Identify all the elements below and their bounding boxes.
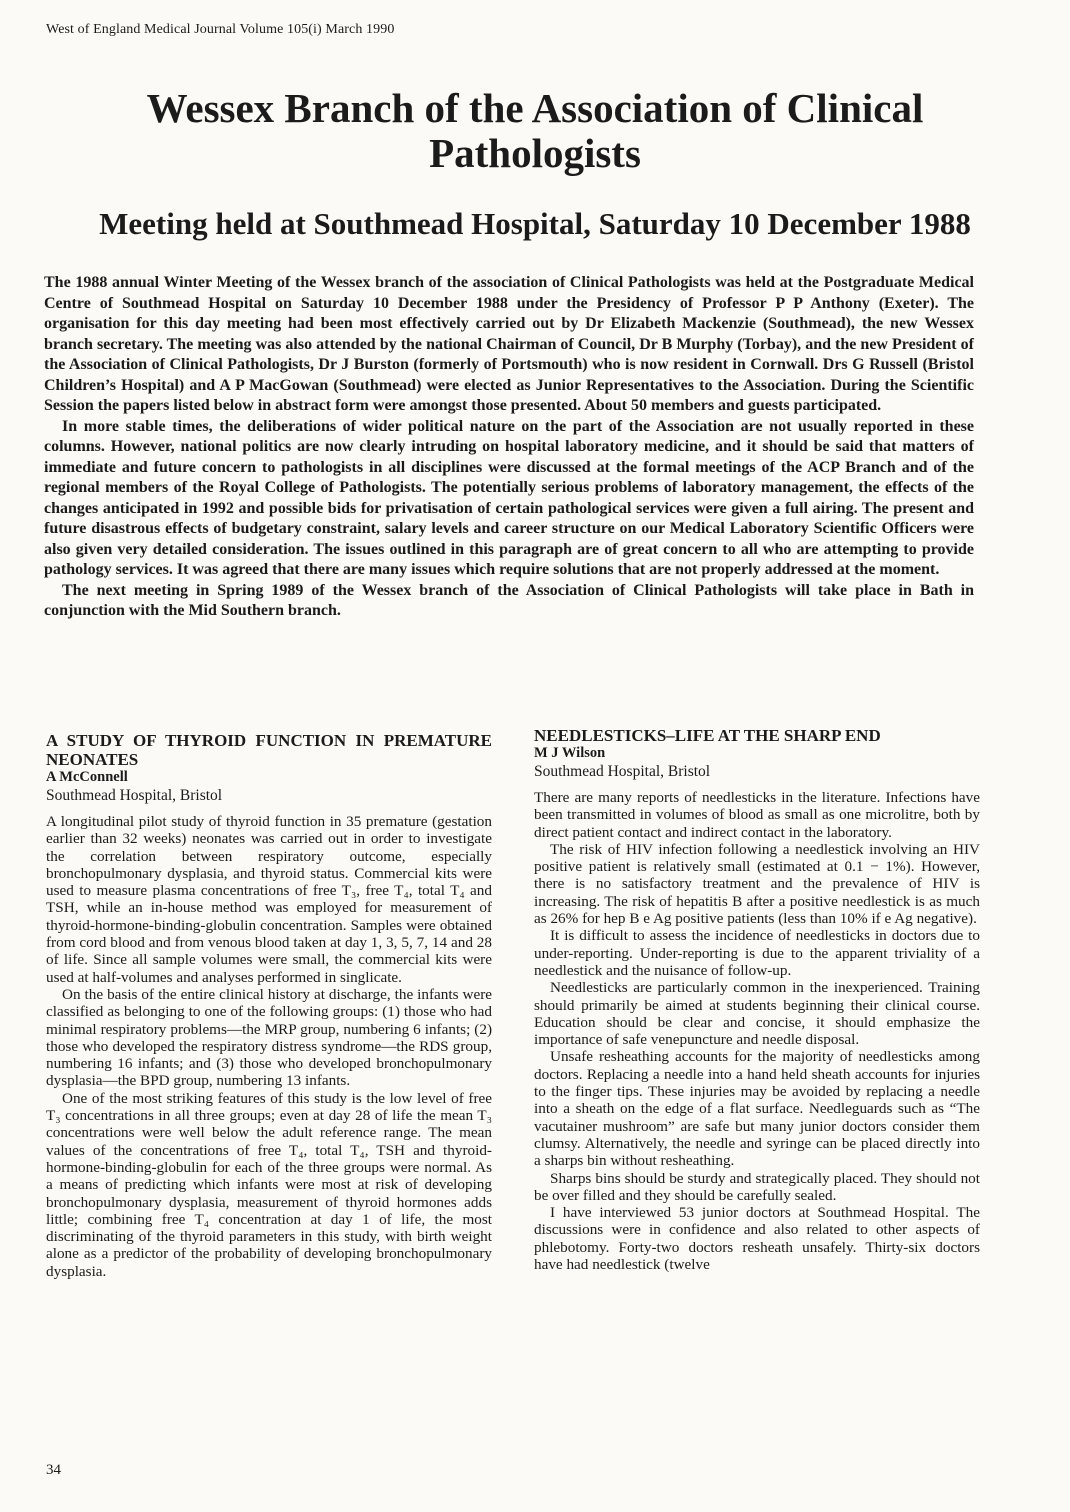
article-paragraph: I have interviewed 53 junior doctors at Southmead Hospital. The discussions were in confidence and also related to other aspects of phlebotomy. Forty-two doctors resheath unsafely. Thirty-six doctors have had needlestick (twelve <box>534 1204 980 1274</box>
article-needlesticks <box>534 726 980 1273</box>
intro-section <box>44 273 974 622</box>
article-author: M J Wilson <box>534 745 606 761</box>
page-subtitle: Meeting held at Southmead Hospital, Saturday 10 December 1988 <box>99 206 971 241</box>
running-head: West of England Medical Journal Volume 105(i) March 1990 <box>46 22 395 37</box>
article-author: A McConnell <box>46 769 128 785</box>
article-affiliation: Southmead Hospital, Bristol <box>534 763 711 780</box>
article-paragraph: The risk of HIV infection following a needlestick involving an HIV positive patient is relatively small (estimated at 0.1 − 1%). However, there is no satisfactory treatment and the prevalence of HIV is increasing. The risk of hepatitis B after a positive needlestick is as much as 26% for hep B e Ag positive patients (less than 10% if e Ag negative). <box>534 840 980 928</box>
article-thyroid <box>46 731 492 1280</box>
article-paragraph: A longitudinal pilot study of thyroid function in 35 premature (gestation earlier than 32 weeks) neonates was carried out in order to investigate the correlation between respiratory outcome, especially bronchopulmonary dysplasia, and thyroid status. Commercial kits were used to measure plasma concentrations of free T₃, free T₄, total T₄ and TSH, while an in-house method was employed for measurement of thyroid-hormone-binding-globulin concentration. Samples were obtained from cord blood and from venous blood taken at day 1, 3, 5, 7, 14 and 28 of life. Since all sample volumes were small, the commercial kits were used at half-volumes and analyses performed in singlicate. <box>46 813 492 986</box>
article-paragraph: Unsafe resheathing accounts for the majority of needlesticks among doctors. Replacing a needle into a hand held sheath accounts for injuries to the finger tips. These injuries may be avoided by replacing a needle into a sheath on the edge of a flat surface. Needleguards such as “The vacutainer mushroom” are safe but many junior doctors consider them clumsy. Alternatively, the needle and syringe can be placed directly into a sharps bin without resheathing. <box>534 1048 980 1170</box>
article-paragraph: On the basis of the entire clinical history at discharge, the infants were classified as belonging to one of the following groups: (1) those who had minimal respiratory problems—the MRP group, numbering 6 infants; (2) those who developed the respiratory distress syndrome—the RDS group, numbering 16 infants; and (3) those who developed bronchopulmonary dysplasia—the BPD group, numbering 13 infants. <box>46 985 492 1090</box>
article-heading: A STUDY OF THYROID FUNCTION IN PREMATURE NEONATES <box>46 731 492 769</box>
article-paragraph: It is difficult to assess the incidence of needlesticks in doctors due to under-reporting. Under-reporting is due to the apparent triviality of a needlestick and the nuisance of follow-up. <box>534 927 980 979</box>
article-heading: NEEDLESTICKS–LIFE AT THE SHARP END <box>534 726 881 745</box>
article-affiliation: Southmead Hospital, Bristol <box>46 787 223 804</box>
page-number: 34 <box>46 1462 61 1478</box>
article-paragraph: Needlesticks are particularly common in the inexperienced. Training should primarily be aimed at students beginning their clinical course. Education should be clear and concise, it should emphasize the importance of safe venepuncture and needle disposal. <box>534 979 980 1049</box>
intro-paragraph: The 1988 annual Winter Meeting of the Wessex branch of the association of Clinical Pathologists was held at the Postgraduate Medical Centre of Southmead Hospital on Saturday 10 December 1988 under the Presidency of Professor P P Anthony (Exeter). The organisation for this day meeting had been most effectively carried out by Dr Elizabeth Mackenzie (Southmead), the new Wessex branch secretary. The meeting was also attended by the national Chairman of Council, Dr B Murphy (Torbay), and the new President of the Association of Clinical Pathologists, Dr J Burston (formerly of Portsmouth) who is now resident in Cornwall. Drs G Russell (Bristol Children’s Hospital) and A P MacGowan (Southmead) were elected as Junior Representatives to the Association. During the Scientific Session the papers listed below in abstract form were amongst those presented. About 50 members and guests participated. <box>44 274 974 414</box>
article-paragraph: One of the most striking features of this study is the low level of free T₃ concentrations in all three groups; even at day 28 of life the mean T₃ concentrations were well below the adult reference range. The mean values of the concentrations of free T₄, total T₄, TSH and thyroid-hormone-binding-globulin for each of the three groups were normal. As a means of predicting which infants were most at risk of developing bronchopulmonary dysplasia, measurement of thyroid hormones adds little; combining free T₄ concentration at day 1 of life, the most discriminating of the thyroid parameters in this study, with birth weight alone as a predictor of the probability of developing bronchopulmonary dysplasia. <box>46 1089 492 1280</box>
intro-paragraph: In more stable times, the deliberations of wider political nature on the part of the Association are not usually reported in these columns. However, national politics are now clearly intruding on hospital laboratory medicine, and it should be said that matters of immediate and future concern to pathologists in all disciplines were discussed at the formal meetings of the ACP Branch and of the regional members of the Royal College of Pathologists. The potentially serious problems of laboratory management, the effects of the changes anticipated in 1992 and possible bids for privatisation of certain pathological services were given a full airing. The present and future disastrous effects of budgetary constraint, salary levels and career structure on our Medical Laboratory Scientific Officers were also given very detailed consideration. The issues outlined in this paragraph are of great concern to all who are attempting to provide pathology services. It was agreed that there are many issues which require solutions that are not properly addressed at the moment. <box>44 417 974 578</box>
page-title: Wessex Branch of the Association of Clinical Pathologists <box>146 85 924 176</box>
article-paragraph: There are many reports of needlesticks in the literature. Infections have been transmitted in volumes of blood as small as one microlitre, both by direct patient contact and indirect contact in the laboratory. <box>534 789 980 841</box>
article-paragraph: Sharps bins should be sturdy and strategically placed. They should not be over filled and they should be carefully sealed. <box>534 1169 980 1204</box>
intro-paragraph: The next meeting in Spring 1989 of the Wessex branch of the Association of Clinical Pathologists will take place in Bath in conjunction with the Mid Southern branch. <box>44 581 974 619</box>
